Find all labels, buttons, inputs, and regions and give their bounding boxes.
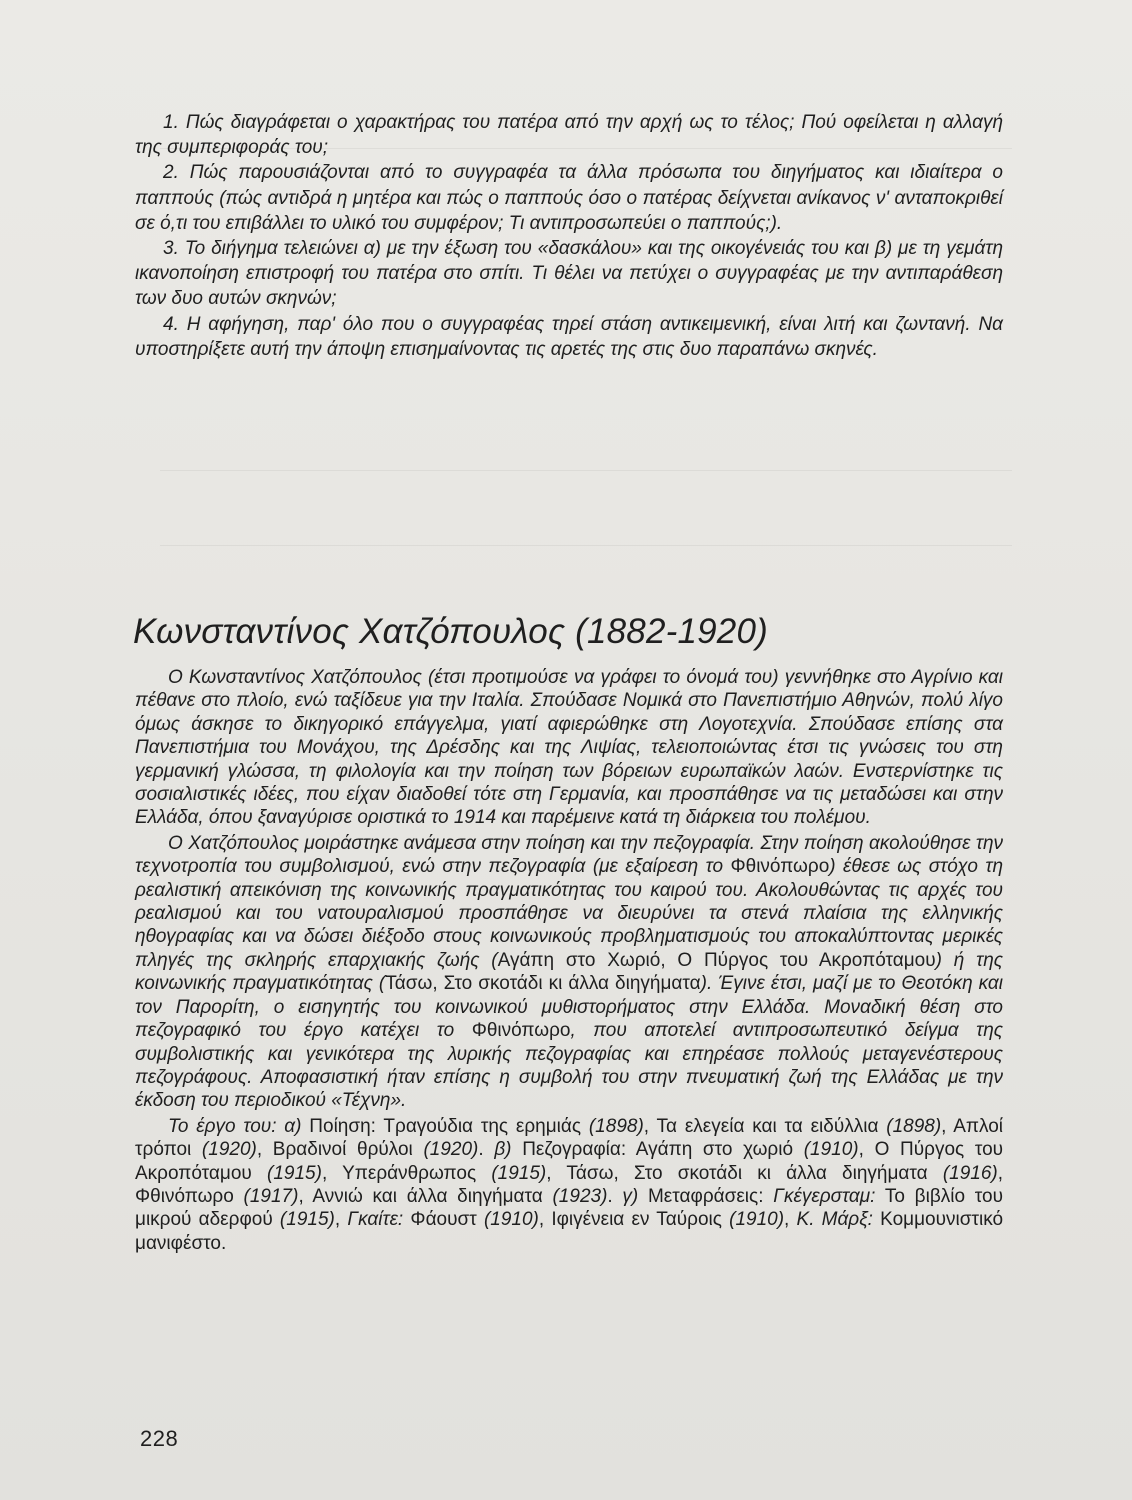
work-year: (1923) (552, 1185, 608, 1207)
works-list: Το έργο του: α) Ποίηση: Τραγούδια της ερημιάς (1898), Τα ελεγεία και τα ειδύλλια (1898), Απλοί τρόποι (1920), Βραδινοί θρύλοι (1920). β) Πεζογραφία: Αγάπη στο χωριό (1910), Ο Πύργος του Ακροπόταμου (1915), Υπεράνθρωπος (1915), Τάσω, Στο σκοτάδι κι άλλα διηγήματα (1916), Φθινόπωρο (1917), Αννιώ και άλλα διηγήματα (1923). γ) Μεταφράσεις: Γκέγερσταμ: Το βιβλίο του μικρού αδερφού (1915), Γκαίτε: Φάουστ (1910), Ιφιγένεια εν Ταύροις (1910), Κ. Μάρξ: Κομμουνιστικό μανιφέστο. (135, 1115, 1004, 1254)
work-year: (1898) (588, 1115, 644, 1137)
work-year: (1910) (483, 1209, 539, 1231)
bio-paragraph-2 (135, 832, 1003, 1113)
section-label: Πεζογραφία (522, 1139, 621, 1161)
work-title: Ιφιγένεια εν Ταύροις (551, 1209, 722, 1231)
translated-author: Γκέγερσταμ: (773, 1185, 876, 1207)
text-span: ) ή της κοινωνικής πραγματικότητας ( (135, 949, 1003, 995)
section-label: Ποίηση (309, 1115, 371, 1137)
work-year: (1898) (886, 1115, 942, 1137)
bleed-through-line (160, 545, 1012, 546)
work-title: Απλοί τρόποι (135, 1115, 1004, 1161)
work-title: Βραδινοί θρύλοι (272, 1139, 413, 1161)
work-title: Φθινόπωρο (471, 1020, 571, 1042)
work-year: (1915) (279, 1209, 335, 1231)
question-3: 3. Το διήγημα τελειώνει α) με την έξωση του «δασκάλου» και της οικογένειάς του και β) με τη γεμάτη ικανοποίηση επιστροφή του πατέρα στο σπίτι. Τι θέλει να πετύχει ο συγγραφέας με την αντιπαράθεση των δυο αυτών σκηνών; (135, 238, 1003, 310)
section-label: Μεταφράσεις (647, 1185, 759, 1207)
work-title: Τάσω, Στο σκοτάδι κι άλλα διηγήματα (385, 973, 701, 995)
work-title: Αγάπη στο χωριό (635, 1139, 794, 1161)
bio-paragraph-1: Ο Κωνσταντίνος Χατζόπουλος (έτσι προτιμούσε να γράφει το όνομά του) γεννήθηκε στο Αγρίνιο και πέθανε στο πλοίο, ενώ ταξίδευε για την Ιταλία. Σπούδασε Νομικά στο Πανεπιστήμιο Αθηνών, πολύ λίγο όμως άσκησε το δικηγορικό επάγγελμα, γιατί αφιερώθηκε στη Λογοτεχνία. Σπούδασε επίσης στα Πανεπιστήμια του Μονάχου, της Δρέσδης και της Λιψίας, τελειοποιώντας έτσι τις γνώσεις του στη γερμανική γλώσσα, τη φιλολογία και την ποίηση των βόρειων ευρωπαϊκών λαών. Ενστερνίστηκε τις σοσιαλιστικές ιδέες, που είχαν διαδοθεί τότε στη Γερμανία, και προσπάθησε να τις μεταδώσει και στην Ελλάδα, όπου ξαναγύρισε οριστικά το 1914 και παρέμεινε κατά τη διάρκεια του πολέμου. (135, 667, 1003, 829)
text-span: ). Έγινε έτσι, μαζί με το Θεοτόκη και τον Παρορίτη, ο εισηγητής του κοινωνικού μυθιστορήματος στην Ελλάδα. Μοναδική θέση στο πεζογραφικό του έργο κατέχει το (135, 973, 1003, 1042)
works-intro: Το έργο του: α) (168, 1115, 310, 1137)
work-title: Αγάπη στο Χωριό, Ο Πύργος του Ακροπόταμου (497, 949, 936, 971)
text-span: Ο Χατζόπουλος μοιράστηκε ανάμεσα στην ποίηση και την πεζογραφία. Στην ποίηση ακολούθησε την τεχνοτροπία του συμβολισμού, ενώ στην πεζογραφία (με εξαίρεση το (135, 832, 1003, 878)
bleed-through-line (160, 470, 1012, 471)
work-title: Ο Πύργος του Ακροπόταμου (135, 1139, 1004, 1184)
work-title: Το βιβλίο του μικρού αδερφού (135, 1185, 1003, 1231)
work-title: Αννιώ και άλλα διηγήματα (312, 1185, 543, 1207)
work-title: Κομμουνιστικό μανιφέστο. (135, 1209, 1004, 1254)
work-year: (1915) (267, 1162, 322, 1184)
study-questions (135, 110, 1003, 362)
work-title: Φθινόπωρο (135, 1185, 234, 1207)
translated-author: Κ. Μάρξ: (796, 1209, 873, 1231)
text-span: , που αποτελεί αντιπροσωπευτικό δείγμα της συμβολιστικής και γενικότερα της λυρικής πεζογραφίας και επηρέασε πολλούς μεταγενέστερους πεζογράφους. Αποφασιστική ήταν επίσης η συμβολή του στην πνευματική ζωή της Ελλάδας με την έκδοση του περιοδικού «Τέχνη». (135, 1020, 1003, 1112)
work-title: Υπεράνθρωπος (342, 1162, 477, 1184)
question-4: 4. Η αφήγηση, παρ' όλο που ο συγγραφέας τηρεί στάση αντικειμενική, είναι λιτή και ζωντανή. Να υποστηρίξετε αυτή την άποψη επισημαίνοντας τις αρετές της στις δυο παραπάνω σκηνές. (135, 313, 1003, 360)
work-year: (1915) (491, 1162, 547, 1184)
work-year: (1917) (243, 1185, 299, 1207)
list-marker: β) (494, 1139, 523, 1161)
work-year: (1910) (729, 1209, 785, 1231)
translated-author: Γκαίτε: (347, 1209, 404, 1231)
work-title: Τα ελεγεία και τα ειδύλλια (656, 1115, 879, 1137)
question-1: 1. Πώς διαγράφεται ο χαρακτήρας του πατέρα από την αρχή ως το τέλος; Πού οφείλεται η αλλαγή της συμπεριφοράς του; (135, 112, 1003, 159)
work-year: (1920) (201, 1139, 257, 1161)
text-span: ) έθεσε ως στόχο τη ρεαλιστική απεικόνιση της κοινωνικής πραγματικότητας του καιρού του. Ακολουθώντας τις αρχές του ρεαλισμού και του νατουραλισμού προσπάθησε να διευρύνει τα στενά πλαίσια της ελληνικής ηθογραφίας και να δώσει διέξοδο στους κοινωνικούς προβληματισμούς του αποκαλύπτοντας μερικές πληγές της σκληρής επαρχιακής ζωής ( (135, 856, 1004, 971)
author-heading: Κωνσταντίνος Χατζόπουλος (1882-1920) (133, 612, 768, 651)
work-title: Φάουστ (410, 1209, 477, 1231)
work-title: Τραγούδια της ερημιάς (383, 1115, 582, 1137)
work-title: Φθινόπωρο (730, 856, 830, 878)
work-title: Στο σκοτάδι κι άλλα διηγήματα (633, 1162, 928, 1184)
work-year: (1910) (803, 1139, 859, 1161)
list-marker: γ) (622, 1185, 648, 1207)
page-number: 228 (140, 1426, 179, 1451)
question-2: 2. Πώς παρουσιάζονται από το συγγραφέα τα άλλα πρόσωπα του διηγήματος και ιδιαίτερα ο παππούς (πώς αντιδρά η μητέρα και πώς ο παππούς όσο ο πατέρας δείχνεται ανίκανος ν' ανταποκριθεί σε ό,τι του επιβάλλει το υλικό του συμφέρον; Τι αντιπροσωπεύει ο παππούς;). (135, 162, 1003, 234)
work-year: (1916) (942, 1162, 998, 1184)
author-biography (135, 666, 1003, 1255)
work-title: Τάσω (566, 1162, 614, 1184)
work-year: (1920) (423, 1139, 479, 1161)
